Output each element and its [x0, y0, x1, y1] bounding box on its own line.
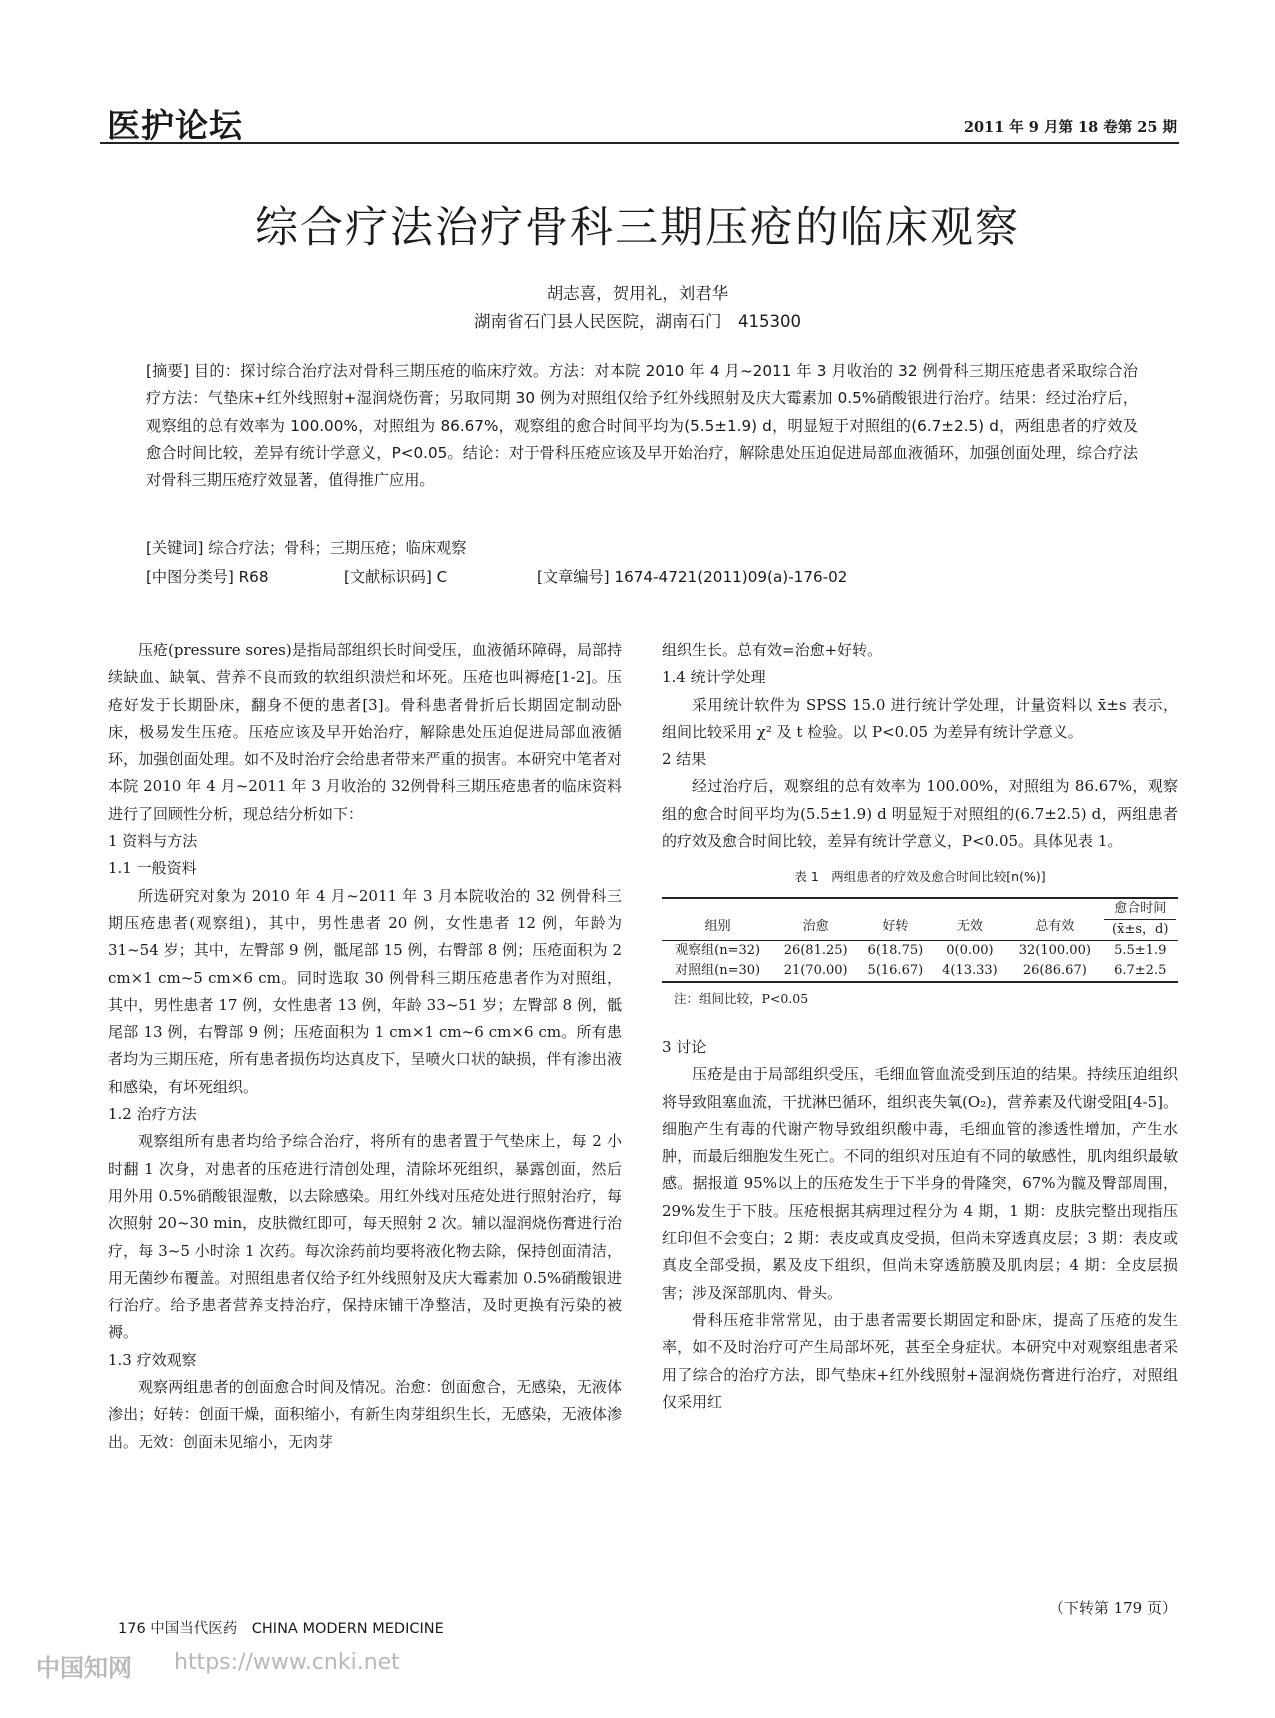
table-cell: 26(81.25) [783, 942, 848, 958]
abstract: [摘要] 目的：探讨综合治疗法对骨科三期压疮的临床疗效。方法：对本院 2010 年 4 月~2011 年 3 月收治的 32 例骨科三期压疮患者采取综合治疗方法：气垫床+红外线照射+湿润烧伤膏；另取同期 30 例为对照组仅给予红外线照射及庆大霉素加 0.5%硝酸银进行治疗。结果：经过治疗后，观察组的总有效率为 100.00%，对照组为 86.67%，观察组的愈合时间平均为(5.5±1.9) d，明显短于对照组的(6.7±2.5) d，两组患者的疗效及愈合时间比较，差异有统计学意义，P<0.05。结论：对于骨科压疮应该及早开始治疗，解除患处压迫促进局部血液循环，加强创面处理，综合疗法对骨科三期压疮疗效显著，值得推广应用。 [146, 362, 1138, 490]
table-caption: 表 1 两组患者的疗效及愈合时间比较[n(%)] [794, 869, 1046, 885]
table-header: 好转 [882, 919, 909, 935]
table-row [662, 961, 1178, 982]
table-header: 总有效 [1035, 919, 1075, 935]
section-heading: 1.4 统计学处理 [662, 668, 766, 687]
paragraph: 压疮(pressure sores)是指局部组织长时间受压，血液循环障碍，局部持续缺血、缺氧、营养不良而致的软组织溃烂和坏死。压疮也叫褥疮[1-2]。压疮好发于长期卧床，翻身不便的患者[3]。骨科患者骨折后长期固定制动卧床，极易发生压疮。压疮应该及早开始治疗，解除患处压迫促进局部血液循环，加强创面处理。如不及时治疗会给患者带来严重的损害。本研究中笔者对本院 2010 年 4 月~2011 年 3 月收治的 32例骨科三期压疮患者的临床资料进行了回顾性分析，现总结分析如下： [108, 641, 622, 823]
journal-section: 医护论坛 [107, 106, 243, 145]
section-heading: 2 结果 [662, 750, 707, 769]
paragraph: 观察组所有患者均给予综合治疗，将所有的患者置于气垫床上，每 2 小时翻 1 次身，对患者的压疮进行清创处理，清除坏死组织，暴露创面，然后用外用 0.5%硝酸银湿敷，以去除感染。用红外线对压疮处进行照射治疗，每次照射 20~30 min，皮肤微红即可，每天照射 2 次。辅以湿润烧伤膏进行治疗，每 3~5 小时涂 1 次药。每次涂药前均要将液化物去除，保持创面清洁，用无菌纱布覆盖。对照组患者仅给予红外线照射及庆大霉素加 0.5%硝酸银进行治疗。给予患者营养支持治疗，保持床铺干净整洁，及时更换有污染的被褥。 [108, 1132, 622, 1342]
document-code: [文献标识码] C [344, 568, 448, 586]
table-cell: 4(13.33) [942, 962, 998, 978]
results-table [662, 897, 1178, 983]
table-header: 治愈 [802, 919, 829, 935]
keywords: [关键词] 综合疗法；骨科；三期压疮；临床观察 [146, 539, 467, 557]
section-heading: 1.1 一般资料 [108, 859, 197, 878]
table-cell: 对照组(n=30) [675, 962, 761, 978]
article-title: 综合疗法治疗骨科三期压疮的临床观察 [255, 203, 1020, 253]
paragraph: 所选研究对象为 2010 年 4 月~2011 年 3 月本院收治的 32 例骨科三期压疮患者(观察组)，其中，男性患者 20 例，女性患者 12 例，年龄为 31~54 岁；其中，左臀部 9 例，骶尾部 15 例，右臀部 8 例；压疮面积为 2 cm×1 cm~5 cm×6 cm。同时选取 30 例骨科三期压疮患者作为对照组，其中，男性患者 17 例，女性患者 13 例，年龄 33~51 岁；左臀部 8 例，骶尾部 13 例，右臀部 9 例；压疮面积为 1 cm×1 cm~6 cm×6 cm。所有患者均为三期压疮，所有患者损伤均达真皮下，呈喷火口状的缺损，伴有渗出液和感染，有坏死组织。 [108, 886, 622, 1096]
left-column [108, 637, 622, 1456]
paragraph: 骨科压疮非常常见，由于患者需要长期固定和卧床，提高了压疮的发生率，如不及时治疗可产生局部坏死，甚至全身症状。本研究中对观察组患者采用了综合的治疗方法，即气垫床+红外线照射+湿润烧伤膏进行治疗，对照组仅采用红 [662, 1310, 1178, 1411]
table-cell: 21(70.00) [783, 962, 848, 978]
table-cell: 6(18.75) [867, 942, 924, 958]
continued-note: （下转第 179 页） [1048, 1599, 1177, 1617]
header-rule [100, 142, 1179, 144]
table-cell: 6.7±2.5 [1114, 962, 1167, 978]
table-cell: 5(16.67) [867, 962, 924, 978]
cnki-watermark-url: https://www.cnki.net [174, 1650, 400, 1675]
paragraph: 经过治疗后，观察组的总有效率为 100.00%，对照组为 86.67%，观察组的愈合时间平均为(5.5±1.9) d 明显短于对照组的(6.7±2.5) d，两组患者的疗效及愈合时间比较，差异有统计学意义，P<0.05。具体见表 1。 [662, 777, 1178, 851]
table-note: 注：组间比较，P<0.05 [674, 990, 809, 1006]
right-column-bottom [662, 1034, 1178, 1416]
table-cell: 26(86.67) [1022, 962, 1087, 978]
table-header-healing [1102, 898, 1178, 941]
page-footer: 176 中国当代医药 CHINA MODERN MEDICINE [118, 1621, 444, 1637]
paragraph: 观察两组患者的创面愈合时间及情况。治愈：创面愈合，无感染，无液体渗出；好转：创面干燥，面积缩小，有新生肉芽组织生长，无感染，无液体渗出。无效：创面未见缩小，无肉芽 [108, 1378, 622, 1451]
section-heading: 1 资料与方法 [108, 832, 198, 851]
clc-number: [中图分类号] R68 [146, 568, 269, 586]
right-column-top [662, 637, 1178, 855]
table-header: 无效 [956, 919, 983, 935]
table-cell: 32(100.00) [1018, 942, 1091, 958]
article-number: [文章编号] 1674-4721(2011)09(a)-176-02 [537, 568, 848, 586]
paragraph: 采用统计软件为 SPSS 15.0 进行统计学处理，计量资料以 x̄±s 表示，组间比较采用 χ² 及 t 检验。以 P<0.05 为差异有统计学意义。 [662, 695, 1178, 741]
affiliation: 湖南省石门县人民医院，湖南石门 415300 [474, 312, 801, 331]
authors: 胡志喜，贺用礼，刘君华 [546, 284, 729, 303]
table-header: 愈合时间 [1114, 900, 1167, 916]
table-header: 组别 [704, 919, 731, 935]
paragraph: 组织生长。总有效=治愈+好转。 [662, 641, 883, 659]
section-heading: 1.2 治疗方法 [108, 1105, 197, 1124]
table-cell: 观察组(n=32) [675, 942, 761, 958]
issue-info: 2011 年 9 月第 18 卷第 25 期 [963, 119, 1177, 136]
table-row [662, 940, 1178, 961]
section-heading: 3 讨论 [662, 1037, 707, 1056]
table-header-sub: (x̄±s，d) [1104, 919, 1176, 940]
right-column [662, 637, 1178, 1416]
cnki-watermark: 中国知网 [36, 1654, 132, 1682]
paragraph: 压疮是由于局部组织受压，毛细血管血流受到压迫的结果。持续压迫组织将导致阻塞血流，干扰淋巴循环，组织丧失氧(O₂)，营养素及代谢受阻[4-5]。细胞产生有毒的代谢产物导致组织酸中毒，毛细血管的渗透性增加，产生水肿，而最后细胞发生死亡。不同的组织对压迫有不同的敏感性，肌肉组织最敏感。据报道 95%以上的压疮发生于下半身的骨隆突，67%为髋及臀部周围，29%发生于下肢。压疮根据其病理过程分为 4 期，1 期：皮肤完整出现指压红印但不会变白；2 期：表皮或真皮受损，但尚未穿透真皮层；3 期：表皮或真皮全部受损，累及皮下组织，但尚未穿透筋膜及肌肉层；4 期：全皮层损害；涉及深部肌肉、骨头。 [662, 1065, 1178, 1302]
table-cell: 0(0.00) [946, 942, 994, 958]
table-cell: 5.5±1.9 [1114, 942, 1167, 958]
section-heading: 1.3 疗效观察 [108, 1350, 197, 1369]
